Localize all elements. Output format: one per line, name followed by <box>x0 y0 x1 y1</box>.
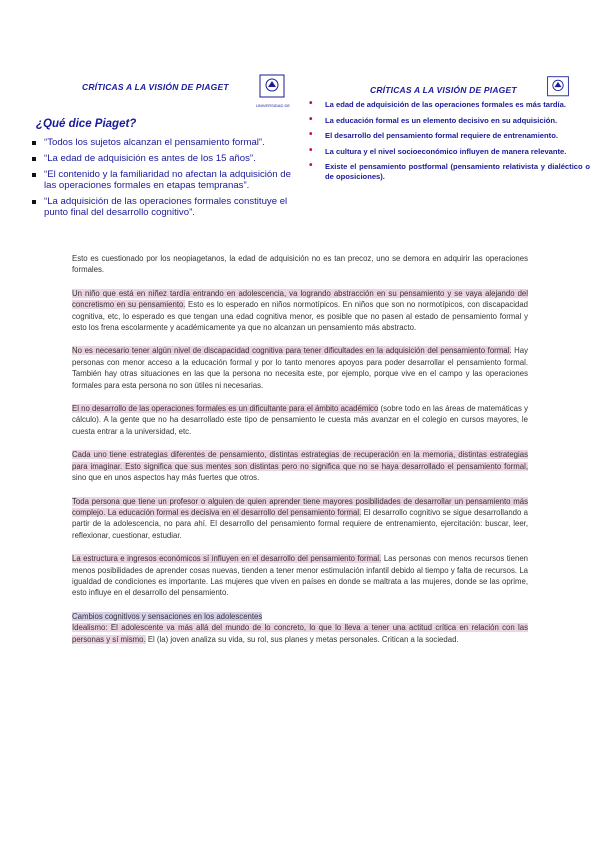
highlighted-text: Idealismo: El adolescente va más allá del mundo de lo concreto, lo que lo lleva a tener una actitud crítica en relación con las personas y sí mismo. <box>72 623 528 644</box>
list-item: • La cultura y el nivel socioeconómico influyen de manera relevante. <box>305 147 590 157</box>
paragraph <box>72 345 528 391</box>
paragraph <box>72 288 528 334</box>
paragraph <box>72 403 528 437</box>
list-item: “La edad de adquisición es antes de los 15 años”. <box>30 153 298 164</box>
paragraph <box>72 553 528 599</box>
paragraph-text: Las personas con menos recursos tienen menos posibilidades de aprender cosas nuevas, tienden a tener menor estimulación infantil debido al tiempo y falta de recursos. La igualdad de condiciones es importante. Las mujeres que viven en países en donde se maltrata a las mujeres, donde se las oprime, esto influye en el desarrollo del pensamiento. <box>72 554 528 598</box>
paragraph <box>72 611 528 645</box>
paragraph <box>72 253 528 276</box>
slide-left <box>30 70 300 250</box>
list-item: • La educación formal es un elemento decisivo en su adquisición. <box>305 116 590 126</box>
list-item: • Existe el pensamiento postformal (pensamiento relativista y dialéctico o de oposiciones). <box>305 162 590 181</box>
paragraph-text: (sobre todo en las áreas de matemáticas y cálculo). A la gente que no ha desarrollado este tipo de pensamiento le cuesta más avanzar en el colegio en cursos mayores, le cuesta entrar a la universidad, etc. <box>72 404 529 436</box>
highlighted-text: Un niño que está en niñez tardía entrando en adolescencia, va logrando abstracción en su pensamiento y se vaya alejando del concretismo en su pensamiento. <box>72 288 528 310</box>
slide-right-bullet-list <box>305 100 590 187</box>
list-item: • La edad de adquisición de las operaciones formales es más tardía. <box>305 100 590 110</box>
highlighted-text: Cada uno tiene estrategias diferentes de pensamiento, distintas estrategias de recuperación en la memoria, distintas estrategias para imaginar. Esto significa que sus mentes son distintas pero no significa que no se haya desarrollado el pensamiento formal, <box>72 450 528 471</box>
list-item: “La adquisición de las operaciones formales constituye el punto final del desarrollo cognitivo”. <box>30 196 298 218</box>
slide-left-title: CRÍTICAS A LA VISIÓN DE PIAGET <box>82 82 229 92</box>
notes-body <box>72 253 528 657</box>
list-item: “El contenido y la familiaridad no afectan la adquisición de las operaciones formales en etapas tempranas”. <box>30 169 298 191</box>
university-logo-icon <box>545 75 571 101</box>
paragraph <box>72 449 528 483</box>
highlighted-text: El no desarrollo de las operaciones formales es un dificultante para el ámbito académico <box>72 404 379 414</box>
paragraph-text: sino que en unos aspectos hay más fuertes que otros. <box>72 473 260 483</box>
slide-left-subtitle: ¿Qué dice Piaget? <box>36 118 137 130</box>
slide-left-bullet-list <box>30 137 298 223</box>
university-logo-icon <box>257 73 287 103</box>
paragraph-text: Esto es lo esperado en niños normotípicos. En niños que son no normotípicos, con discapacidad cognitiva, etc, lo esperado es que tengan una edad cognitiva menor, es posible que no pasen al estado de pensamiento formal y esto los frena escolarmente y académicamente ya que no alcanzan un pensamiento más abstracto. <box>72 300 528 333</box>
highlighted-text: Toda persona que tiene un profesor o alguien de quien aprender tiene mayores posibilidades de desarrollar un pensamiento más complejo. La educación formal es decisiva en el desarrollo del pensamiento formal. <box>72 496 528 517</box>
paragraph-text: Hay personas con menor acceso a la educación formal y por lo tanto menores apoyos para poder desarrollar el pensamiento formal. También hay otras situaciones en las que la persona no necesita este, por ejemplo, porque vive en el campo y las operaciones formales para esta persona no son útiles ni necesarias. <box>72 346 528 390</box>
list-item: “Todos los sujetos alcanzan el pensamiento formal”. <box>30 137 298 148</box>
highlighted-text: La estructura e ingresos económicos sí influyen en el desarrollo del pensamiento formal. <box>72 554 382 564</box>
logo-caption: UNIVERSIDAD DE <box>256 103 291 108</box>
paragraph-text: Esto es cuestionado por los neopiagetanos, la edad de adquisición no es tan precoz, uno se demora en adquirir las operaciones formales. <box>72 254 528 275</box>
paragraph-text: El (la) joven analiza su vida, su rol, sus planes y metas personales. Critican a la sociedad. <box>145 634 459 644</box>
paragraph <box>72 496 528 542</box>
list-item: • El desarrollo del pensamiento formal requiere de entrenamiento. <box>305 131 590 141</box>
section-heading: Cambios cognitivos y sensaciones en los adolescentes <box>72 611 263 621</box>
slide-right <box>305 70 590 250</box>
highlighted-text: No es necesario tener algún nivel de discapacidad cognitiva para tener dificultades en la adquisición del pensamiento formal. <box>72 346 512 356</box>
slide-right-title: CRÍTICAS A LA VISIÓN DE PIAGET <box>370 85 517 95</box>
paragraph-text: El desarrollo cognitivo se sigue desarrollando a partir de la adolescencia, no para ahí. El desarrollo del pensamiento formal requiere de entrenamiento, ejercitación: buscar, leer, reflexionar, cuestionar, estudiar. <box>72 507 528 540</box>
